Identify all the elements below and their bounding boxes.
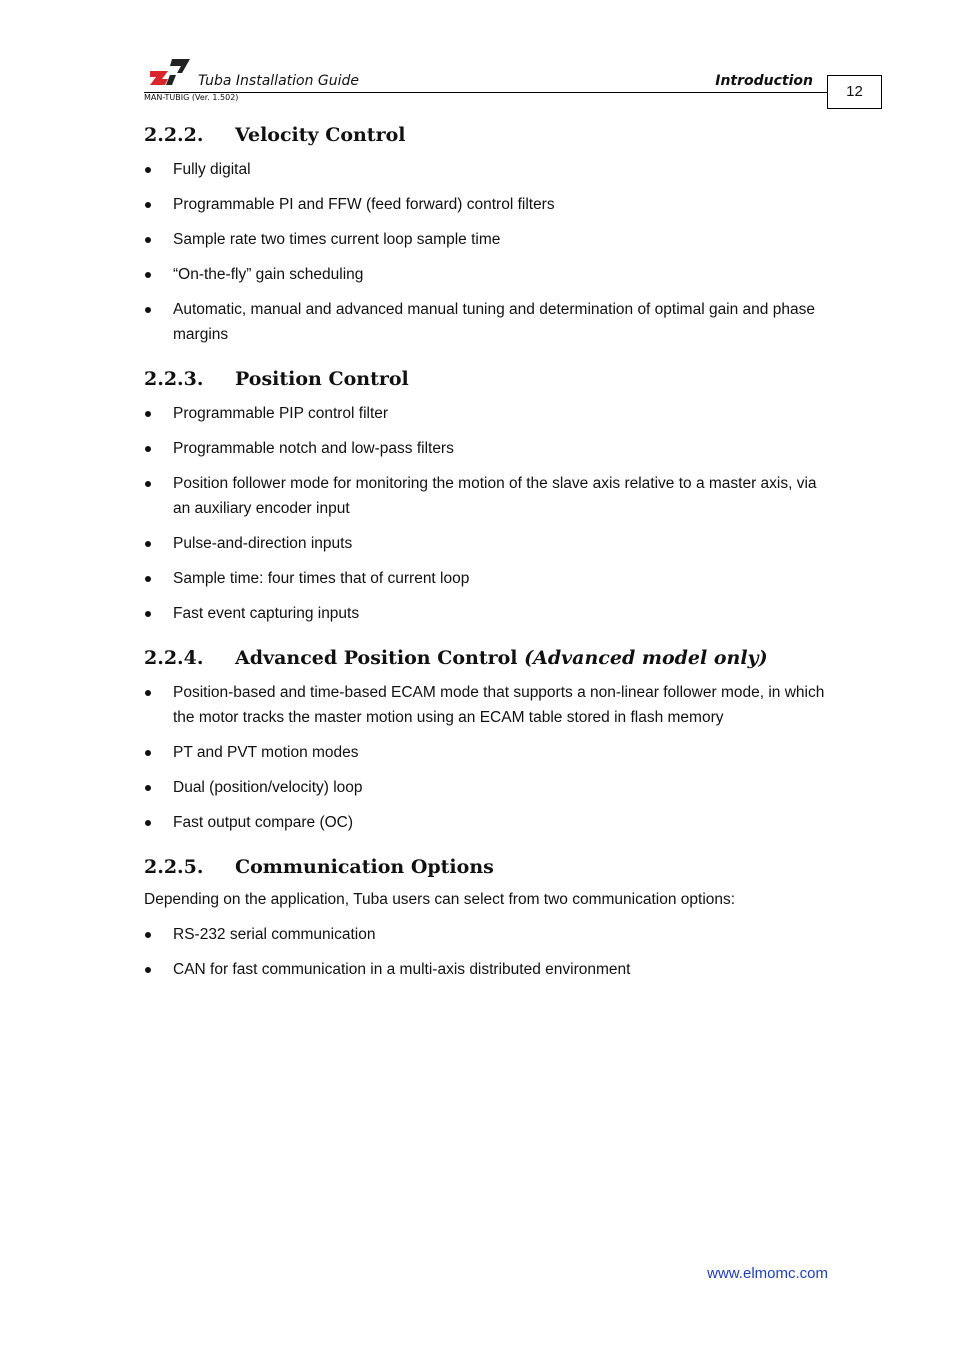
- bullet-icon: [145, 690, 151, 696]
- bullet-icon: [145, 307, 151, 313]
- page-number: 12: [827, 75, 882, 109]
- velocity-control-list: [144, 157, 834, 357]
- bullet-icon: [145, 272, 151, 278]
- bullet-icon: [145, 785, 151, 791]
- communication-intro: Depending on the application, Tuba users can select from two communication options:: [144, 891, 736, 908]
- list-item: RS-232 serial communication: [144, 922, 834, 947]
- document-title: Tuba Installation Guide: [198, 73, 360, 89]
- list-item: Fast event capturing inputs: [144, 601, 834, 626]
- section-title: Communication Options: [235, 856, 494, 878]
- advanced-position-control-list: [144, 680, 834, 845]
- list-item: Fast output compare (OC): [144, 810, 834, 835]
- bullet-icon: [145, 202, 151, 208]
- website-link[interactable]: www.elmomc.com: [707, 1265, 828, 1282]
- bullet-icon: [145, 611, 151, 617]
- section-title: Advanced Position Control: [235, 647, 518, 669]
- bullet-icon: [145, 576, 151, 582]
- section-heading-communication-options: [144, 856, 494, 878]
- bullet-icon: [145, 967, 151, 973]
- list-item: Pulse-and-direction inputs: [144, 531, 834, 556]
- section-title: Velocity Control: [235, 124, 406, 146]
- header-rule: [144, 92, 828, 93]
- list-item: Sample rate two times current loop sample time: [144, 227, 834, 252]
- bullet-icon: [145, 237, 151, 243]
- list-item: “On-the-fly” gain scheduling: [144, 262, 834, 287]
- section-title: Position Control: [235, 368, 409, 390]
- section-heading-advanced-position-control: [144, 647, 768, 669]
- list-item: Programmable PI and FFW (feed forward) control filters: [144, 192, 834, 217]
- page-header: [0, 0, 954, 120]
- bullet-icon: [145, 446, 151, 452]
- bullet-icon: [145, 411, 151, 417]
- bullet-icon: [145, 481, 151, 487]
- bullet-icon: [145, 932, 151, 938]
- list-item: Automatic, manual and advanced manual tuning and determination of optimal gain and phase margins: [144, 297, 834, 347]
- bullet-icon: [145, 541, 151, 547]
- list-item: Dual (position/velocity) loop: [144, 775, 834, 800]
- elmo-logo-icon: [148, 57, 190, 89]
- list-item: Programmable PIP control filter: [144, 401, 834, 426]
- list-item: PT and PVT motion modes: [144, 740, 834, 765]
- section-number: 2.2.5.: [144, 856, 204, 878]
- list-item: Fully digital: [144, 157, 834, 182]
- bullet-icon: [145, 750, 151, 756]
- bullet-icon: [145, 167, 151, 173]
- section-qualifier: (Advanced model only): [524, 647, 768, 669]
- section-number: 2.2.3.: [144, 368, 204, 390]
- list-item: CAN for fast communication in a multi-axis distributed environment: [144, 957, 834, 982]
- position-control-list: [144, 401, 834, 636]
- section-heading-position-control: [144, 368, 409, 390]
- section-number: 2.2.4.: [144, 647, 204, 669]
- bullet-icon: [145, 820, 151, 826]
- list-item: Sample time: four times that of current loop: [144, 566, 834, 591]
- list-item: Position follower mode for monitoring the motion of the slave axis relative to a master axis, via an auxiliary encoder input: [144, 471, 834, 521]
- document-id: MAN-TUBIG (Ver. 1.502): [144, 93, 239, 102]
- section-heading-velocity-control: [144, 124, 405, 146]
- communication-options-list: [144, 922, 834, 992]
- list-item: Position-based and time-based ECAM mode that supports a non-linear follower mode, in which the motor tracks the master motion using an ECAM table stored in flash memory: [144, 680, 834, 730]
- list-item: Programmable notch and low-pass filters: [144, 436, 834, 461]
- header-section-name: Introduction: [715, 73, 813, 89]
- section-number: 2.2.2.: [144, 124, 204, 146]
